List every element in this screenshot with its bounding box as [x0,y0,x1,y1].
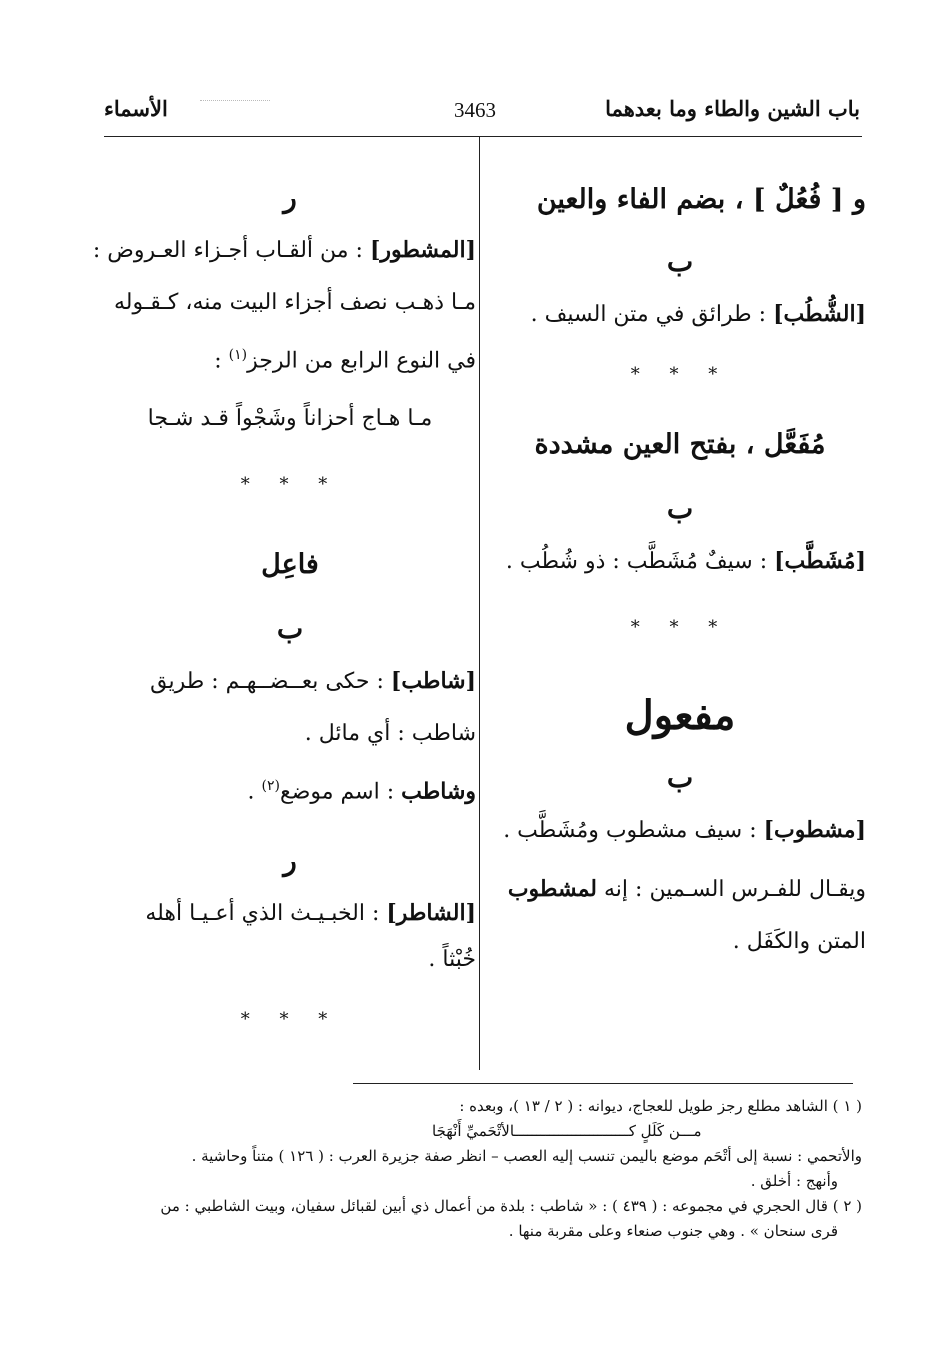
entry-definition: : حكى بعــضــهـم : طريق [150,669,384,695]
letter-heading: ب [666,245,694,278]
entry-definition: : سيفٌ مُشَطَّب : ذو شُطُب . [505,549,768,574]
entry-text: : اسم موضع [280,779,395,805]
dictionary-entry [494,804,866,857]
footnote-verse: مـــن كَلَلٍ كــــــــــــــــــــــــــالأتْحَميِّ أَنْهَجَا [432,1122,702,1140]
pattern-heading: و [ فُعُلٌ ] ، بضم الفاء والعين [536,184,866,215]
entry-headword: [شاطب] [390,668,476,695]
dictionary-entry [494,288,866,341]
entry-keyword: لمشطوب [507,876,598,902]
footnote-ref: (١) [228,347,248,363]
section-separator: * * * [240,1008,340,1030]
running-header-section: الأسماء [104,96,168,121]
entry-continuation: مـا ذهـب نصف أجزاء البيت منه، كـقـوله [114,290,476,315]
section-separator: * * * [240,474,340,496]
entry-continuation [104,329,476,387]
entry-text: . [247,779,255,805]
footnote-text: والأتحمي : نسبة إلى أتْحَم موضع باليمن تنسب إليه العصب – انظر صفة جزيرة العرب : ( ١٢٦ ) متناً وحاشية . [191,1147,862,1165]
dictionary-entry [92,224,476,277]
entry-definition: : سيف مشطوب ومُشَطَّب . [503,818,757,843]
footnote-ref: (٢) [261,778,280,795]
entry-continuation: المتن والكَفَل . [732,929,866,954]
letter-heading: ب [666,761,694,794]
footnote-1: ( ١ ) الشاهد مطلع رجز طويل للعجاج، ديوانه : ( ٢ / ١٣ )، وبعده : [459,1097,862,1115]
pattern-heading: مفعول [624,692,736,739]
footnote-2: ( ٢ ) قال الحجري في مجموعه : ( ٤٣٩ ) : « شاطب : بلدة من أعمال ذي أبين لقبائل سفيان، وبيت الشاطبي : من [160,1197,862,1215]
entry-text: في النوع الرابع من الرجز [247,348,476,374]
entry-text: : [214,348,222,374]
pattern-heading: فاعِل [261,549,319,581]
dictionary-entry [494,535,866,588]
entry-headword: وشاطب [401,778,476,805]
left-column [92,150,476,1046]
verse-quotation: مـا هـاج أحزاناً وشَجْواً قـد شـجا [147,406,433,432]
entry-continuation: شاطب : أي مائل . [304,721,476,747]
section-separator: * * * [630,617,730,638]
page-number: 3463 [454,98,496,122]
entry-continuation [494,863,866,916]
letter-heading: ب [276,612,304,646]
letter-heading: ب [666,492,694,525]
entry-text: ويقـال للفـرس السـمين : إنه [604,877,866,902]
running-header-chapter: باب الشين والطاء وما بعدهما [605,96,860,121]
footnotes [102,1094,862,1244]
header-rule [104,136,862,137]
scan-mark [200,100,270,101]
section-separator: * * * [630,364,730,385]
entry-headword: [الشاطر] [386,899,476,926]
entry-headword: [مشطوب] [763,817,866,843]
footnote-rule [353,1083,853,1084]
dictionary-entry [104,887,476,940]
entry-definition: : الخبـيـث الذي أعـيـا أهله [145,900,380,926]
entry-headword: [مُشَطَّب] [774,548,866,574]
footnote-text: قرى سنحان » . وهي جنوب صنعاء وعلى مقربة منها . [508,1222,838,1240]
entry-definition: : من ألقـاب أجـزاء العـروض : [92,238,363,263]
letter-heading: ر [283,181,297,214]
entry-headword: [الشُّطُب] [773,301,866,327]
column-divider [479,137,480,1070]
right-column [494,150,866,968]
dictionary-entry [104,655,476,708]
letter-heading: ر [283,843,297,877]
pattern-heading: مُفَعَّل ، بفتح العين مشددة [534,429,826,460]
entry-continuation: خُبْثاً . [428,946,476,972]
entry-definition: : طرائق في متن السيف . [530,302,767,327]
footnote-text: وأنهج : أخلق . [750,1172,838,1190]
entry-continuation [104,760,476,818]
entry-headword: [المشطور] [369,237,476,263]
